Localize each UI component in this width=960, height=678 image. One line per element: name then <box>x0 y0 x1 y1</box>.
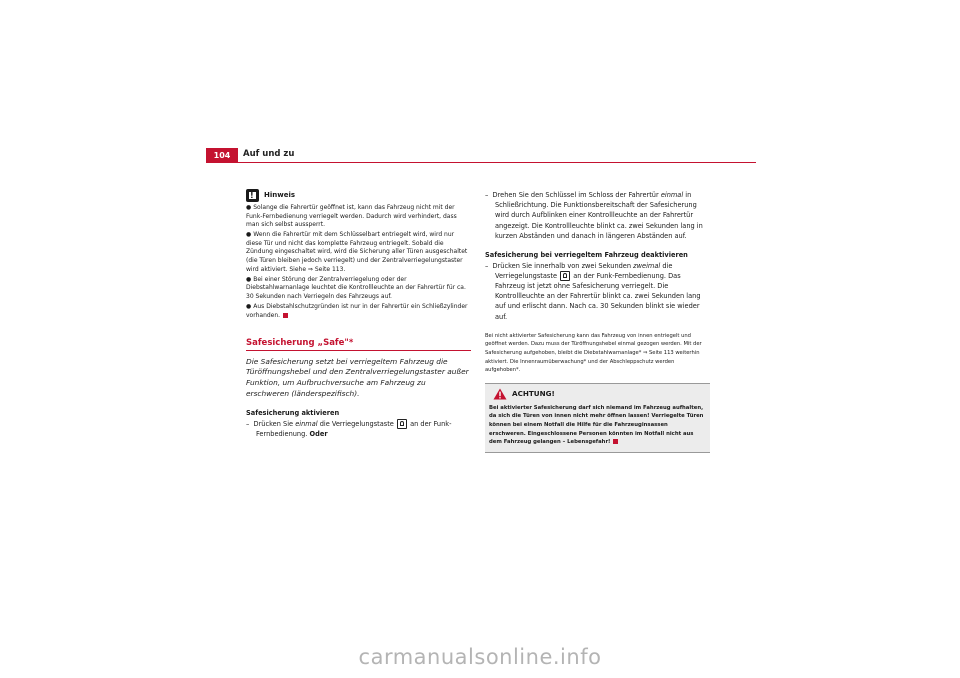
note-bullet-text: Solange die Fahrertür geöffnet ist, kann das Fahrzeug nicht mit der Funk-Fernbedienung verriegelt werden. Dadurch wird verhindert, dass man sich selbst aussperrt. <box>246 204 457 229</box>
end-mark-icon <box>283 313 288 318</box>
warning-title: ACHTUNG! <box>512 388 555 398</box>
activate-step-2 <box>485 190 710 241</box>
step-text: an der Funk-Fernbedienung. <box>256 419 452 438</box>
note-bullet <box>246 303 471 320</box>
lock-key-icon <box>397 419 407 429</box>
activate-heading: Safesicherung aktivieren <box>246 409 340 418</box>
note-title: Hinweis <box>264 191 296 200</box>
bullet-icon: ● <box>246 204 252 211</box>
warning-header <box>489 388 706 400</box>
warning-text: Bei aktivierter Safesicherung darf sich niemand im Fahrzeug aufhalten, da sich die Türen von innen nicht mehr öffnen lassen! Verriegelte Türen können bei einem Notfall die Hilfe für die Fahrzeuginsassen erschweren. Eingeschlossene Personen könnten im Notfall nicht aus dem Fahrzeug gelangen – Lebensgefahr! <box>489 404 704 446</box>
step-text: die Verriegelungstaste <box>495 261 673 280</box>
end-mark-icon <box>613 439 618 444</box>
note-header <box>246 189 471 202</box>
dash: – <box>485 261 489 270</box>
activate-step-1 <box>246 419 471 439</box>
section-lead: Die Safesicherung setzt bei verriegeltem Fahrzeug die Türöffnungshebel und den Zentralverriegelungstaster außer Funktion, um Aufbruchversuche am Fahrzeug zu erschweren (länderspezifisch). <box>246 356 469 398</box>
step-text: die Verriegelungstaste <box>319 419 394 428</box>
bullet-icon: ● <box>246 231 252 239</box>
step-text: an der Funk-Fernbedienung. Das Fahrzeug ist jetzt ohne Safesicherung verriegelt. Die Kontrollleuchte an der Fahrertür blinkt ca. zwei Sekunden lang auf und erlischt dann. Nach ca. 30 Sekunden blinkt sie wieder auf. <box>495 271 701 321</box>
note-icon <box>246 189 259 202</box>
dash: – <box>246 419 250 428</box>
info-paragraph: Bei nicht aktivierter Safesicherung kann das Fahrzeug von innen entriegelt und geöffnet werden. Dazu muss der Türöffnungshebel einmal gezogen werden. Mit der Safesicherung aufgehoben, bleibt die Diebstahlwarnanlage* ⇒ Seite 113 weiterhin aktiviert. Die Innenraumüberwachung* und der Abschleppschutz werden aufgehoben*. <box>485 332 702 374</box>
page-number: 104 <box>206 148 238 163</box>
warning-text-block <box>489 404 706 447</box>
note-bullet-text: Bei einer Störung der Zentralverriegelung oder der Diebstahlwarnanlage leuchtet die Kontrollleuchte an der Fahrertür für ca. 30 Sekunden nach Verriegeln des Fahrzeugs auf. <box>246 275 466 300</box>
deactivate-heading: Safesicherung bei verriegeltem Fahrzeug deaktivieren <box>485 251 688 260</box>
step-text: Drücken Sie <box>253 419 294 428</box>
page-title: Auf und zu <box>243 149 295 159</box>
deactivate-step <box>485 261 710 322</box>
note-bullet-text: Wenn die Fahrertür mit dem Schlüsselbart entriegelt wird, wird nur diese Tür und nicht das komplette Fahrzeug entriegelt. Sobald die Zündung eingeschaltet wird, wird die Sicherung aller Türen ausgeschaltet (die Türen bleiben jedoch verriegelt) und der Zentralverriegelungstaster wird aktiviert. Siehe ⇒ Seite 113. <box>246 231 468 273</box>
step-emphasis: einmal <box>295 419 318 428</box>
right-column <box>485 189 710 453</box>
note-bullet-text: Aus Diebstahlschutzgründen ist nur in der Fahrertür ein Schließzylinder vorhanden. <box>246 303 468 319</box>
watermark: carmanualsonline.info <box>358 645 602 669</box>
step-or: Oder <box>309 429 328 438</box>
bullet-icon: ● <box>246 275 252 283</box>
warning-triangle-icon <box>493 388 507 400</box>
left-column <box>246 189 471 439</box>
lock-key-icon <box>560 271 570 281</box>
step-emphasis: zweimal <box>633 261 661 270</box>
section-title: Safesicherung „Safe"* <box>246 339 471 351</box>
note-bullet <box>246 204 471 230</box>
bullet-icon: ● <box>246 303 252 311</box>
step-text: Drücken Sie innerhalb von zwei Sekunden <box>492 261 632 270</box>
warning-box <box>485 383 710 453</box>
step-emphasis: einmal <box>660 191 684 199</box>
step-text: in Schließrichtung. Die Funktionsbereitschaft der Safesicherung wird durch Aufblinken einer Kontrollleuchte an der Fahrertür angezeigt. Die Kontrollleuchte blinkt ca. zwei Sekunden lang in kurzen Abständen und danach in längeren Abständen auf. <box>495 191 703 240</box>
note-bullet <box>246 231 471 274</box>
header-rule <box>206 162 756 163</box>
dash: – <box>485 191 489 199</box>
step-text: Drehen Sie den Schlüssel im Schloss der Fahrertür <box>492 191 659 199</box>
note-bullet <box>246 276 471 302</box>
